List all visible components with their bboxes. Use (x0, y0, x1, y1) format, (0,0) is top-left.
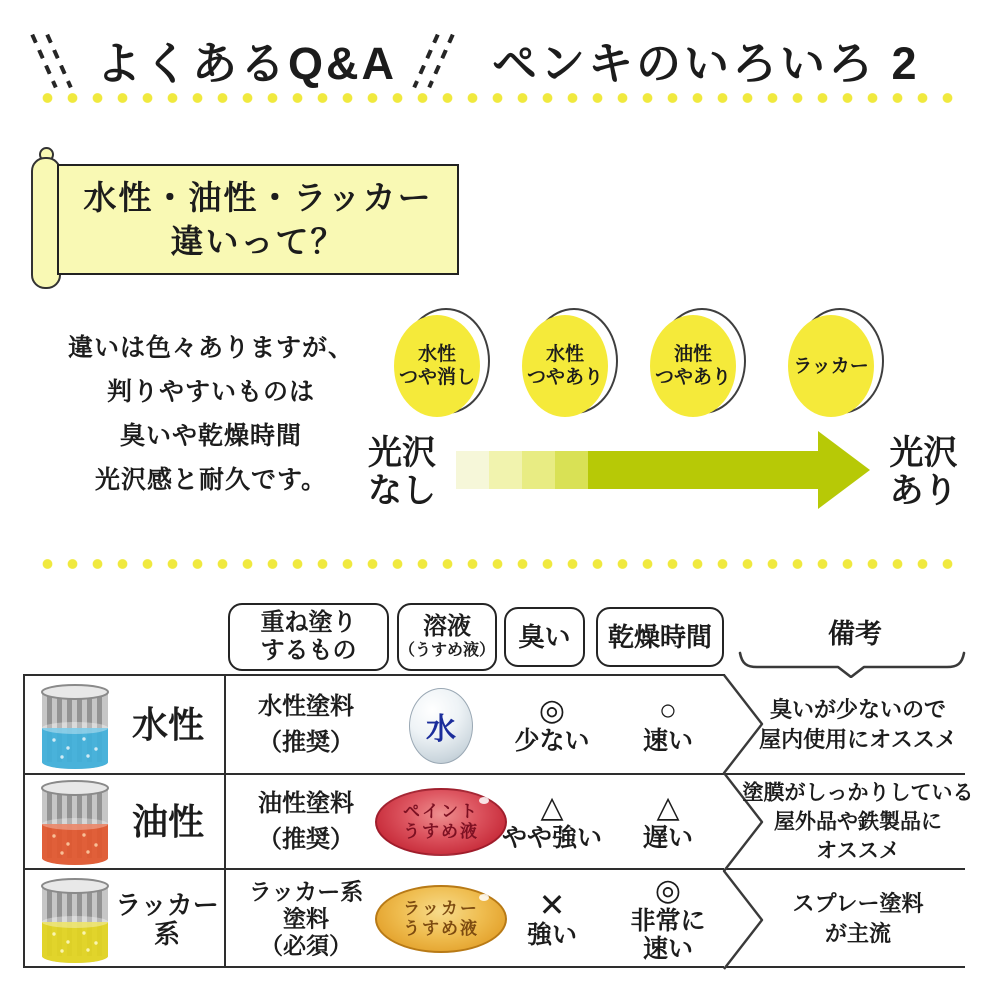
question-banner (57, 164, 459, 275)
recoat-lacquer: ラッカー系 塗料 （必須） (248, 878, 364, 959)
type-label-water: 水性 (131, 704, 205, 745)
decorative-slashes-left (42, 32, 61, 95)
dry-oil: △ 遅い (642, 791, 694, 852)
recoat-water: 水性塗料 （推奨） (258, 693, 354, 756)
header-remarks: 備考 (828, 619, 882, 649)
gloss-none-label: 光沢 なし (368, 434, 436, 510)
intro-text: 違いは色々ありますが、 判りやすいものは 臭いや乾燥時間 光沢感と耐久です。 (67, 334, 354, 494)
dry-water: ○ 速い (642, 694, 694, 755)
type-label-lacquer: ラッカー 系 (115, 890, 219, 949)
qa-badge-title: よくあるQ&A (96, 38, 397, 89)
header-dry-time: 乾燥時間 (596, 607, 724, 667)
smell-lacquer: ✕ 強い (526, 887, 578, 949)
arrow-head (818, 431, 870, 509)
page-title: ペンキのいろいろ 2 (492, 38, 920, 89)
water-drop-icon: 水 (409, 688, 473, 764)
type-label-oil: 油性 (131, 801, 205, 842)
table-left-border (23, 674, 25, 968)
table-top-border (23, 674, 725, 676)
gloss-circle-lacquer: ラッカー (788, 308, 882, 418)
gloss-circle-oil-gloss: 油性 つやあり (650, 308, 744, 418)
header-recoat: 重ね塗り するもの (228, 603, 389, 671)
oil-paint-can-icon (38, 778, 112, 868)
gloss-gradient-arrow (456, 430, 870, 510)
dotted-divider-middle (35, 558, 965, 570)
gloss-full-label: 光沢 あり (889, 434, 958, 510)
water-paint-can-icon (38, 682, 112, 772)
gloss-circle-water-gloss: 水性 つやあり (522, 308, 616, 418)
banner-line-1: 水性・油性・ラッカー (83, 178, 433, 216)
remarks-oil: 塗膜がしっかりしている 屋外品や鉄製品に オススメ (742, 781, 974, 863)
smell-oil: △ やや強い (501, 791, 603, 852)
dry-lacquer: ◎ 非常に 速い (630, 874, 706, 963)
paint-thinner-badge: ペイント うすめ液 (375, 788, 507, 856)
lacquer-paint-can-icon (38, 876, 112, 966)
recoat-oil: 油性塗料 （推奨） (258, 790, 354, 853)
banner-line-2: 違いって？ (170, 222, 346, 260)
row-separator-2 (23, 868, 965, 870)
solvent-paint-thinner (375, 788, 507, 856)
header-solvent: 溶液 （うすめ液） (397, 603, 497, 671)
lacquer-thinner-badge: ラッカー うすめ液 (375, 885, 507, 953)
solvent-water-drop (409, 688, 473, 764)
type-column-border (224, 674, 226, 968)
smell-water: ◎ 少ない (514, 694, 590, 755)
remarks-water: 臭いが少ないので 屋内使用にオススメ (759, 697, 957, 752)
remarks-lacquer: スプレー塗料 が主流 (792, 891, 924, 946)
gloss-circle-water-matte: 水性 つや消し (394, 308, 488, 418)
solvent-lacquer-thinner (375, 885, 507, 953)
row-separator-1 (23, 773, 965, 775)
header-smell: 臭い (504, 607, 585, 667)
table-bottom-border (23, 966, 965, 968)
dotted-divider-top (35, 92, 965, 104)
decorative-slashes-right (424, 32, 443, 95)
